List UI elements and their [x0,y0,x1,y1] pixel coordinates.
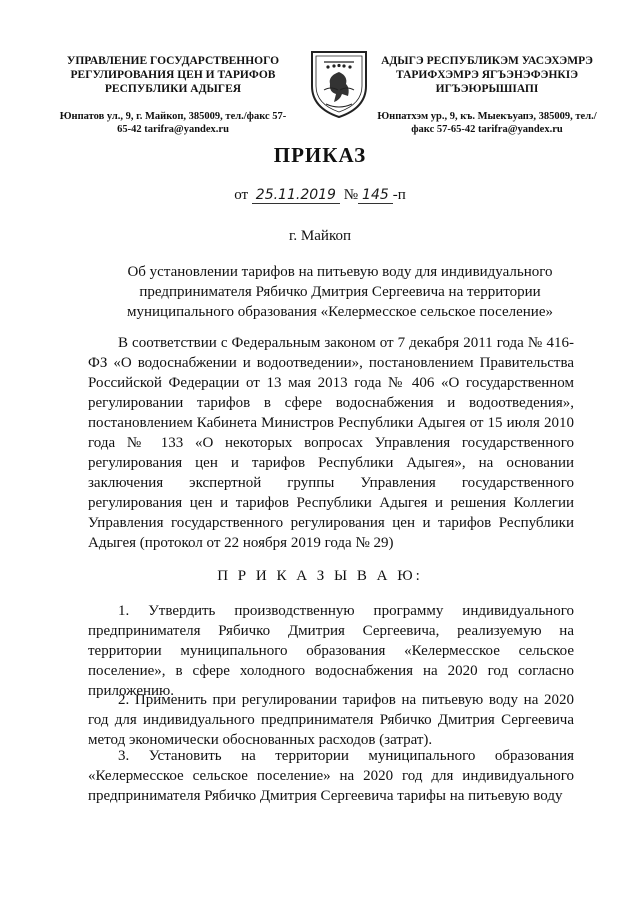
header-right [372,54,602,136]
header-left-org: УПРАВЛЕНИЕ ГОСУДАРСТВЕННОГО РЕГУЛИРОВАНИЯ ЦЕН И ТАРИФОВ РЕСПУБЛИКИ АДЫГЕЯ [66,55,280,95]
header-right-org: АДЫГЭ РЕСПУБЛИКЭМ УАСЭХЭМРЭ ТАРИФХЭМРЭ ЯГЪЭНЭФЭНКIЭ ИГЪЭЮРЫШIАПI [381,55,593,95]
order-prefix: от [234,187,249,203]
city: г. Майкоп [288,228,352,244]
order-item-3: 3. Установить на территории муниципального образования «Келермесское сельское поселение» на 2020 год для индивидуального предпринимателя Рябичко Дмитрия Сергеевича тарифы на питьевую воду [88,748,574,804]
preamble: В соответствии с Федеральным законом от 7 декабря 2011 года № 416-ФЗ «О водоснабжении и водоотведении», постановлением Правительства Российской Федерации от 13 мая 2013 года № 406 «О государственном регулировании тарифов в сфере водоснабжения и водоотведения», постановлением Кабинета Министров Республики Адыгея от 15 июля 2010 года № 133 «О некоторых вопросах Управления государственного регулирования цен и тарифов Республики Адыгея», на основании заключения экспертной группы Управления государственного регулирования цен и тарифов Республики Адыгея и решения Коллегии Управления государственного регулирования цен и тарифов Республики Адыгея (протокол от 22 ноября 2019 года № 29) [88,335,574,551]
order-item-2: 2. Применить при регулировании тарифов на питьевую воду на 2020 год для индивидуального предпринимателя Рябичко Дмитрия Сергеевича метод экономически обоснованных расходов (затрат). [88,692,574,748]
header-right-address: Юнпатхэм ур., 9, къ. Мыекъуапэ, 385009, тел./факс 57-65-42 tarifra@yandex.ru [377,111,597,135]
order-suffix: -п [392,187,406,203]
order-line [0,187,640,204]
order-no-sign: № [343,187,359,203]
coat-of-arms-adygea-icon [304,46,374,120]
order-date: 25.11.2019 [252,187,340,204]
header-left [58,54,288,136]
order-word: П Р И К А З Ы В А Ю: [217,568,423,584]
header-left-address: Юнпатов ул., 9, г. Майкоп, 385009, тел./факс 57-65-42 tarifra@yandex.ru [59,111,287,135]
order-number: 145 [358,187,393,204]
document-subject: Об установлении тарифов на питьевую воду для индивидуального предпринимателя Рябичко Дмитрия Сергеевича на территории муниципального образования «Келермесское сельское поселение» [127,264,553,320]
order-item-1: 1. Утвердить производственную программу индивидуального предпринимателя Рябичко Дмитрия Сергеевича, реализуемую на территории муниципального образования «Келермесское сельское поселение», в сфере холодного водоснабжения на 2020 год согласно приложению. [88,603,574,699]
document-title: ПРИКАЗ [273,143,367,167]
